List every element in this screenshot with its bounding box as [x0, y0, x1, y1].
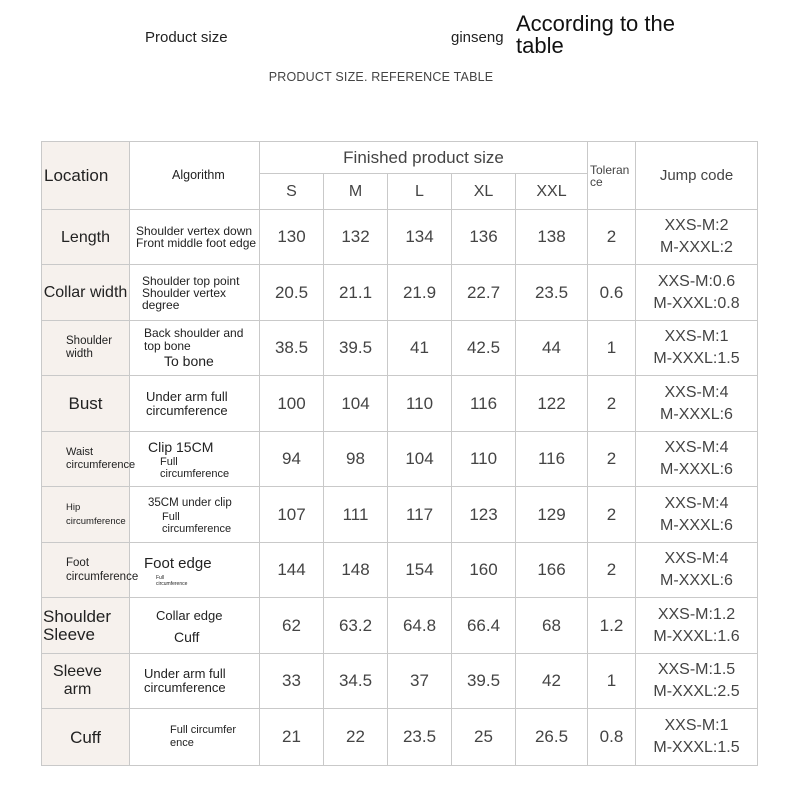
row-location: Foot circumference — [42, 543, 130, 598]
algorithm-line-1: Clip 15CM — [148, 439, 214, 455]
row-tolerance: 0.6 — [588, 265, 636, 321]
value-m: 111 — [324, 487, 388, 543]
row-algorithm — [130, 265, 260, 321]
algorithm-header: Algorithm — [130, 142, 260, 210]
row-tolerance: 1 — [588, 321, 636, 376]
row-tolerance: 2 — [588, 210, 636, 265]
color-label: ginseng — [451, 29, 504, 46]
algorithm-line-1: Foot edge — [144, 555, 212, 572]
value-xl: 22.7 — [452, 265, 516, 321]
algorithm-line-2: Cuff — [174, 628, 200, 645]
row-location: Shoulder Sleeve — [42, 598, 130, 654]
row-location: Waist circumference — [42, 432, 130, 487]
value-s: 100 — [260, 376, 324, 432]
value-m: 39.5 — [324, 321, 388, 376]
jump-line-2: M-XXXL:1.5 — [653, 350, 740, 367]
row-algorithm — [130, 543, 260, 598]
algorithm-line-2: Full circumference — [162, 510, 232, 535]
value-l: 117 — [388, 487, 452, 543]
row-tolerance: 2 — [588, 376, 636, 432]
value-s: 33 — [260, 654, 324, 709]
table-row — [42, 265, 758, 321]
value-xxl: 129 — [516, 487, 588, 543]
finished-size-header: Finished product size — [260, 142, 588, 174]
value-xl: 25 — [452, 709, 516, 766]
value-xl: 110 — [452, 432, 516, 487]
value-m: 34.5 — [324, 654, 388, 709]
algorithm-line-2: Shoulder vertex degree — [142, 285, 227, 312]
value-xl: 66.4 — [452, 598, 516, 654]
row-jump-code — [636, 210, 758, 265]
row-algorithm — [130, 432, 260, 487]
jump-line-1: XXS-M:4 — [664, 494, 729, 512]
size-header-xl: XL — [452, 174, 516, 210]
value-s: 94 — [260, 432, 324, 487]
value-m: 98 — [324, 432, 388, 487]
value-s: 38.5 — [260, 321, 324, 376]
value-m: 21.1 — [324, 265, 388, 321]
row-location: Collar width — [42, 265, 130, 321]
value-xxl: 138 — [516, 210, 588, 265]
algorithm-line-2: Front middle foot edge — [136, 236, 257, 250]
row-location: Shoulder width — [42, 321, 130, 376]
algorithm-line-1: Shoulder vertex down — [136, 224, 253, 238]
value-s: 130 — [260, 210, 324, 265]
value-xl: 42.5 — [452, 321, 516, 376]
jump-line-2: M-XXXL:6 — [660, 516, 733, 534]
tolerance-header: Toleran ce — [588, 142, 636, 210]
size-header-s: S — [260, 174, 324, 210]
value-l: 41 — [388, 321, 452, 376]
algorithm-line-1: Collar edge — [156, 607, 223, 623]
table-row — [42, 487, 758, 543]
row-jump-code — [636, 265, 758, 321]
algorithm-line-2: To bone — [164, 352, 214, 369]
table-row — [42, 321, 758, 376]
algorithm-line-2: Full circumference — [160, 456, 230, 480]
row-algorithm — [130, 709, 260, 766]
table-row — [42, 210, 758, 265]
value-xl: 116 — [452, 376, 516, 432]
location-header: Location — [42, 142, 130, 210]
row-tolerance: 2 — [588, 432, 636, 487]
table-row — [42, 432, 758, 487]
row-jump-code — [636, 709, 758, 766]
jump-line-1: XXS-M:4 — [664, 550, 729, 567]
row-algorithm — [130, 487, 260, 543]
value-xxl: 44 — [516, 321, 588, 376]
algorithm-line-1: 35CM under clip — [148, 496, 232, 509]
jump-line-2: M-XXXL:1.5 — [653, 739, 740, 756]
row-algorithm — [130, 598, 260, 654]
value-s: 20.5 — [260, 265, 324, 321]
size-reference-table — [41, 141, 758, 766]
value-l: 21.9 — [388, 265, 452, 321]
row-jump-code — [636, 543, 758, 598]
size-header-m: M — [324, 174, 388, 210]
algorithm-line-1: Back shoulder and top bone — [144, 325, 244, 353]
algorithm-line-1: Shoulder top point — [142, 273, 240, 288]
value-l: 64.8 — [388, 598, 452, 654]
row-tolerance: 0.8 — [588, 709, 636, 766]
jump-line-1: XXS-M:2 — [664, 217, 729, 234]
table-row — [42, 376, 758, 432]
table-row — [42, 543, 758, 598]
table-row — [42, 598, 758, 654]
size-header-xxl: XXL — [516, 174, 588, 210]
value-l: 154 — [388, 543, 452, 598]
algorithm-line-2: Full circumference — [156, 575, 188, 587]
row-jump-code — [636, 487, 758, 543]
row-algorithm — [130, 321, 260, 376]
jump-line-1: XXS-M:1 — [664, 717, 729, 734]
jump-line-1: XXS-M:1.2 — [657, 605, 736, 623]
value-xxl: 23.5 — [516, 265, 588, 321]
jump-line-2: M-XXXL:0.8 — [653, 294, 740, 312]
row-jump-code — [636, 321, 758, 376]
jump-line-1: XXS-M:4 — [664, 383, 729, 401]
value-m: 148 — [324, 543, 388, 598]
row-tolerance: 1 — [588, 654, 636, 709]
value-xxl: 116 — [516, 432, 588, 487]
row-location: Bust — [42, 376, 130, 432]
according-to-table-note: According to the table — [516, 11, 675, 58]
jump-line-2: M-XXXL:6 — [660, 405, 733, 423]
jump-line-1: XXS-M:4 — [664, 439, 729, 456]
value-s: 62 — [260, 598, 324, 654]
jump-line-1: XXS-M:0.6 — [657, 272, 736, 290]
row-tolerance: 2 — [588, 487, 636, 543]
row-location: Cuff — [42, 709, 130, 766]
jump-line-2: M-XXXL:1.6 — [653, 627, 740, 645]
algorithm-line-1: Under arm full circumference — [144, 666, 226, 695]
row-tolerance: 2 — [588, 543, 636, 598]
row-jump-code — [636, 598, 758, 654]
value-s: 144 — [260, 543, 324, 598]
value-s: 21 — [260, 709, 324, 766]
value-xl: 136 — [452, 210, 516, 265]
value-xxl: 166 — [516, 543, 588, 598]
row-algorithm — [130, 654, 260, 709]
value-l: 110 — [388, 376, 452, 432]
algorithm-line-1: Under arm full circumference — [146, 388, 228, 418]
row-jump-code — [636, 376, 758, 432]
table-row — [42, 709, 758, 766]
value-xxl: 42 — [516, 654, 588, 709]
value-xl: 39.5 — [452, 654, 516, 709]
jump-code-header: Jump code — [636, 142, 758, 210]
table-row — [42, 654, 758, 709]
jump-line-2: M-XXXL:6 — [660, 461, 733, 478]
row-jump-code — [636, 432, 758, 487]
row-location: Hip circumference — [42, 487, 130, 543]
value-l: 134 — [388, 210, 452, 265]
row-tolerance: 1.2 — [588, 598, 636, 654]
value-m: 132 — [324, 210, 388, 265]
value-l: 23.5 — [388, 709, 452, 766]
size-header-l: L — [388, 174, 452, 210]
jump-line-1: XXS-M:1 — [664, 328, 729, 345]
row-location: Length — [42, 210, 130, 265]
jump-line-1: XXS-M:1.5 — [657, 661, 736, 678]
table-title: PRODUCT SIZE. REFERENCE TABLE — [268, 70, 494, 84]
value-xl: 160 — [452, 543, 516, 598]
product-size-label: Product size — [145, 29, 228, 46]
row-location: Sleeve arm — [42, 654, 130, 709]
value-l: 37 — [388, 654, 452, 709]
value-m: 22 — [324, 709, 388, 766]
row-algorithm — [130, 210, 260, 265]
algorithm-line-1: Full circumference — [170, 724, 237, 749]
row-algorithm — [130, 376, 260, 432]
value-xxl: 26.5 — [516, 709, 588, 766]
jump-line-2: M-XXXL:2 — [660, 239, 733, 256]
value-m: 104 — [324, 376, 388, 432]
value-xxl: 122 — [516, 376, 588, 432]
jump-line-2: M-XXXL:2.5 — [653, 683, 740, 700]
jump-line-2: M-XXXL:6 — [660, 572, 733, 589]
value-xxl: 68 — [516, 598, 588, 654]
row-jump-code — [636, 654, 758, 709]
value-s: 107 — [260, 487, 324, 543]
value-l: 104 — [388, 432, 452, 487]
value-m: 63.2 — [324, 598, 388, 654]
value-xl: 123 — [452, 487, 516, 543]
